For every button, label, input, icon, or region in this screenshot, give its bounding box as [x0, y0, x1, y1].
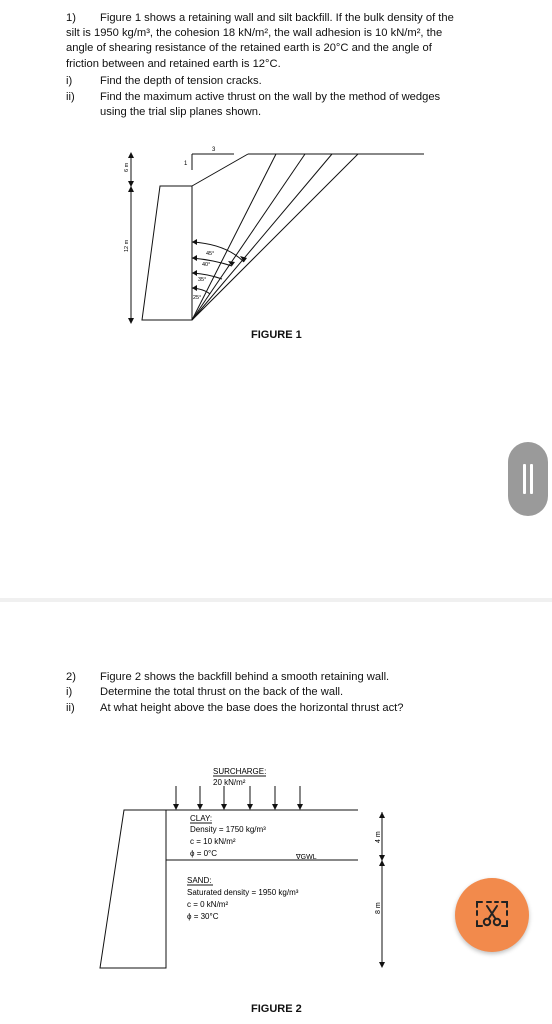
- clay-title: CLAY:: [190, 814, 213, 823]
- screen-capture-button[interactable]: [455, 878, 529, 952]
- slope-rise-label: 1: [184, 161, 188, 167]
- surcharge-value: 20 kN/m²: [213, 778, 246, 787]
- dim-top-label: 6 m: [124, 162, 130, 172]
- q1-item-i-text: Find the depth of tension cracks.: [100, 75, 262, 87]
- clay-phi: ϕ = 0°C: [190, 849, 218, 858]
- q1-line-2: silt is 1950 kg/m³, the cohesion 18 kN/m², the wall adhesion is 10 kN/m², the: [66, 27, 443, 39]
- angle-label-45: 45°: [206, 251, 215, 257]
- q2-item-i-marker: i): [66, 686, 73, 698]
- q1-item-ii-text-1: Find the maximum active thrust on the wall by the method of wedges: [100, 91, 441, 103]
- q1-item-i-marker: i): [66, 75, 73, 87]
- q1-line-3: angle of shearing resistance of the retained earth is 20°C and the angle of: [66, 42, 432, 54]
- angle-label-40: 40°: [202, 262, 211, 268]
- sand-density: Saturated density = 1950 kg/m³: [187, 888, 299, 897]
- q1-item-ii-marker: ii): [66, 91, 75, 103]
- q2-item-i-text: Determine the total thrust on the back of the wall.: [100, 686, 344, 698]
- q2-number: 2): [66, 671, 76, 683]
- q2-item-ii-text: At what height above the base does the horizontal thrust act?: [100, 702, 404, 714]
- figure-1-caption: FIGURE 1: [251, 329, 302, 341]
- q2-item-ii-marker: ii): [66, 702, 75, 714]
- q1-item-ii-text-2: using the trial slip planes shown.: [100, 106, 262, 118]
- angle-label-35: 35°: [198, 277, 207, 283]
- sand-title: SAND:: [187, 876, 212, 885]
- q1-line-4: friction between and retained earth is 12°C.: [66, 58, 281, 70]
- slope-run-label: 3: [212, 147, 216, 153]
- dim-4m-label: 4 m: [375, 831, 382, 843]
- screen-capture-scissors-icon: [455, 878, 529, 952]
- clay-density: Density = 1750 kg/m³: [190, 825, 266, 834]
- gwl-label: ∇GWL: [296, 854, 317, 861]
- sand-cohesion: c = 0 kN/m²: [187, 900, 229, 909]
- q1-number: 1): [66, 12, 76, 24]
- q1-line-1: Figure 1 shows a retaining wall and silt backfill. If the bulk density of the: [100, 12, 454, 24]
- scroll-handle-icon[interactable]: [508, 442, 548, 516]
- surcharge-title: SURCHARGE:: [213, 767, 267, 776]
- q2-line-1: Figure 2 shows the backfill behind a smooth retaining wall.: [100, 671, 390, 683]
- angle-label-25: 25°: [193, 295, 202, 301]
- figure-2-caption: FIGURE 2: [251, 1003, 302, 1015]
- dim-main-label: 12 m: [124, 239, 130, 252]
- sand-phi: ϕ = 30°C: [187, 912, 219, 921]
- clay-cohesion: c = 10 kN/m²: [190, 837, 236, 846]
- retaining-wall-2: [100, 810, 166, 968]
- dim-8m-label: 8 m: [375, 902, 382, 914]
